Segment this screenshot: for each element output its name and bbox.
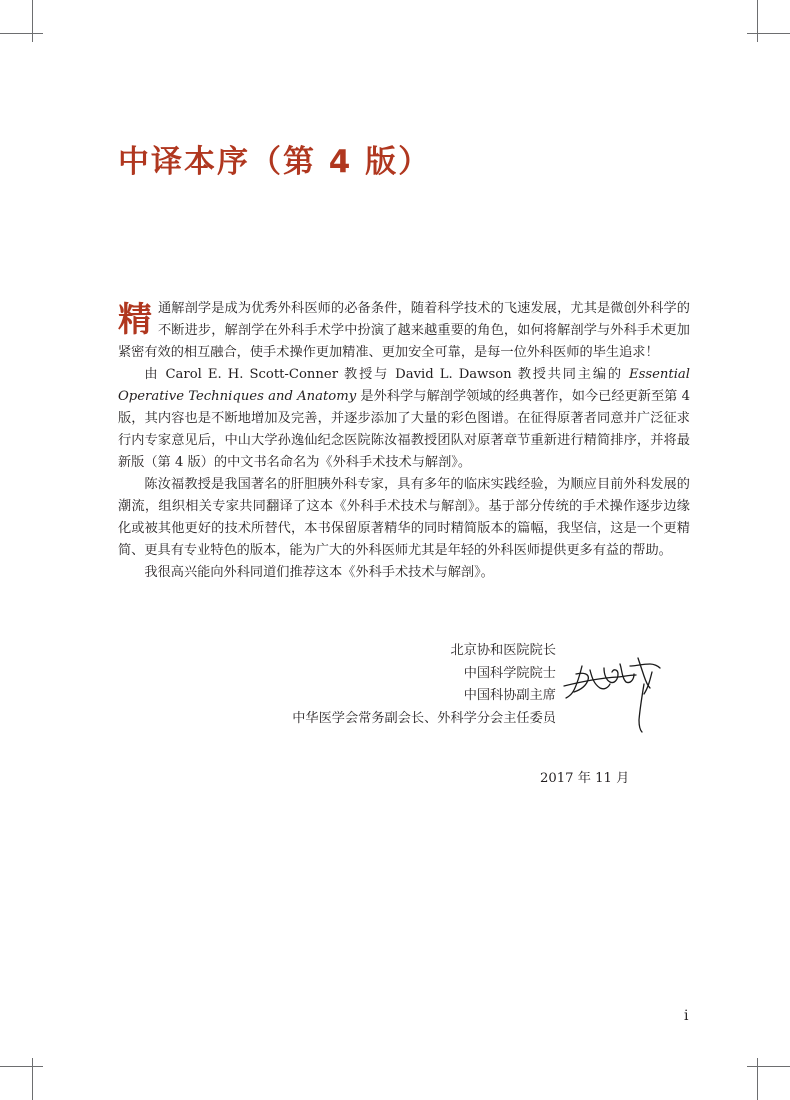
drop-cap: 精 (118, 300, 152, 340)
signer-title-4: 中华医学会常务副会长、外科学分会主任委员 (292, 710, 556, 726)
crop-mark (747, 33, 790, 34)
paragraph-2-text-end: 是外科学与解剖学领域的经典著作，如今已经更新至第 4 版，其内容也是不断地增加及完善，并逐步添加了大量的彩色图谱。在征得原著者同意并广泛征求行内专家意见后，中山大学孙逸仙纪念医院陈汝福教授团队对原著章节重新进行精简排序，并将最新版（第 4 版）的中文书名命名为《外科手术技术与解剖》。 (118, 389, 690, 470)
paragraph-4: 我很高兴能向外科同道们推荐这本《外科手术技术与解剖》。 (144, 565, 494, 580)
signature-block (292, 640, 556, 730)
paragraph-3: 陈汝福教授是我国著名的肝胆胰外科专家，具有多年的临床实践经验，为顺应目前外科发展的潮流，组织相关专家共同翻译了这本《外科手术技术与解剖》。基于部分传统的手术操作逐步边缘化或被其他更好的技术所替代，本书保留原著精华的同时精简版本的篇幅，我坚信，这是一个更精简、更具有专业特色的版本，能为广大的外科医师尤其是年轻的外科医师提供更多有益的帮助。 (118, 477, 690, 558)
crop-mark (0, 1066, 43, 1067)
crop-mark (757, 0, 758, 42)
crop-mark (757, 1058, 758, 1100)
paragraph-1 (118, 298, 690, 364)
date: 2017 年 11 月 (540, 771, 630, 786)
paragraph-2 (118, 364, 690, 474)
crop-mark (0, 33, 43, 34)
page-title: 中译本序（第 4 版） (118, 144, 432, 180)
signer-title-1: 北京协和医院院长 (450, 643, 556, 658)
signer-title-2: 中国科学院院士 (463, 665, 556, 681)
book-title-english: Essential Operative Techniques and Anatomy (118, 367, 690, 404)
handwritten-signature (560, 644, 666, 736)
paragraph-1-text: 通解剖学是成为优秀外科医师的必备条件，随着科学技术的飞速发展，尤其是微创外科学的不断进步，解剖学在外科手术学中扮演了越来越重要的角色，如何将解剖学与外科手术更加紧密有效的相互融合，使手术操作更加精准、更加安全可靠，是每一位外科医师的毕生追求！ (118, 301, 690, 360)
crop-mark (747, 1066, 790, 1067)
paragraph-2-text-start: 由 Carol E. H. Scott-Conner 教授与 David L. Dawson 教授共同主编的 (144, 367, 629, 382)
crop-mark (32, 1058, 33, 1100)
signer-title-3: 中国科协副主席 (463, 688, 556, 703)
crop-mark (32, 0, 33, 42)
preface-body (118, 298, 690, 584)
page-number: i (684, 1008, 689, 1024)
